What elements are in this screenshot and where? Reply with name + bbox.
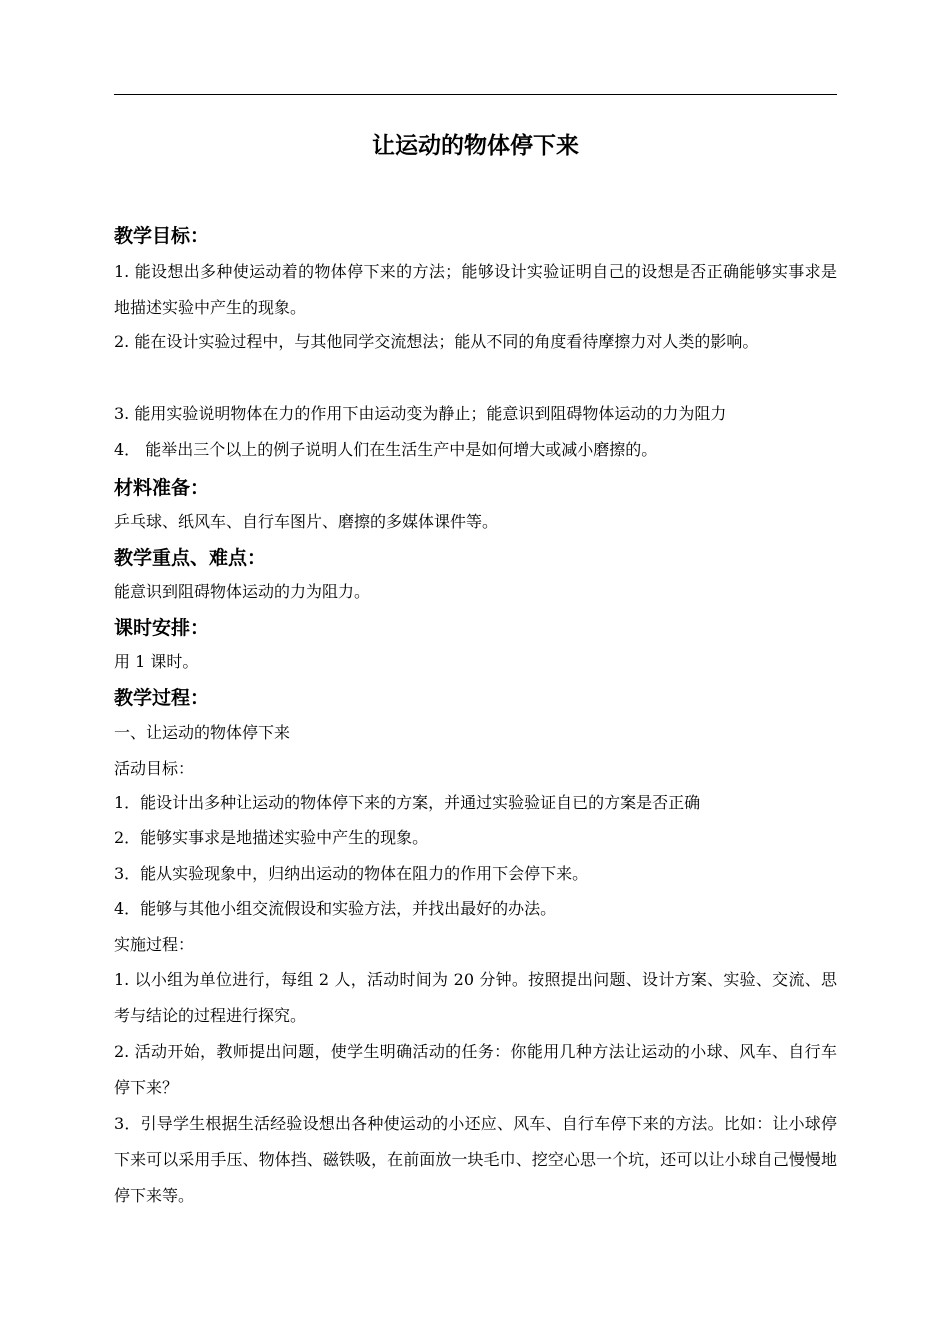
process-heading: 教学过程： [114, 687, 210, 709]
goal-item-2: 2. 能在设计实验过程中，与其他同学交流想法；能从不同的角度看待摩擦力对人类的影响。 [114, 332, 759, 351]
goal-item-3: 3. 能用实验说明物体在力的作用下由运动变为静止；能意识到阻碍物体运动的力为阻力 [114, 404, 727, 423]
implementation-step-1: 1. 以小组为单位进行，每组 2 人，活动时间为 20 分钟。按照提出问题、设计方案、实验、交流、思考与结论的过程进行探究。 [114, 970, 837, 1025]
activity-goal-2: 2．能够实事求是地描述实验中产生的现象。 [114, 828, 429, 847]
activity-goals-label: 活动目标： [114, 759, 195, 778]
process-part-title: 一、让运动的物体停下来 [114, 723, 291, 742]
activity-goal-3: 3．能从实验现象中，归纳出运动的物体在阻力的作用下会停下来。 [114, 864, 589, 883]
goal-item-4: 4． 能举出三个以上的例子说明人们在生活生产中是如何增大或减小磨擦的。 [114, 440, 658, 459]
schedule-heading: 课时安排： [114, 617, 210, 639]
key-points-heading: 教学重点、难点： [114, 547, 267, 569]
implementation-label: 实施过程： [114, 935, 195, 954]
materials-heading: 材料准备： [114, 477, 210, 499]
key-points-text: 能意识到阻碍物体运动的力为阻力。 [114, 582, 371, 601]
implementation-step-3: 3．引导学生根据生活经验设想出各种使运动的小还应、风车、自行车停下来的方法。比如：让小球停下来可以采用手压、物体挡、磁铁吸，在前面放一块毛巾、挖空心思一个坑，还可以让小球自己慢慢地停下来等。 [114, 1114, 837, 1205]
page-title: 让运动的物体停下来 [372, 133, 579, 159]
header-rule [114, 94, 837, 95]
goal-item-1: 1. 能设想出多种使运动着的物体停下来的方法；能够设计实验证明自己的设想是否正确能够实事求是地描述实验中产生的现象。 [114, 262, 837, 317]
activity-goal-1: 1．能设计出多种让运动的物体停下来的方案，并通过实验验证自已的方案是否正确 [114, 793, 701, 812]
materials-text: 乒乓球、纸风车、自行车图片、磨擦的多媒体课件等。 [114, 512, 499, 531]
goals-heading: 教学目标： [114, 225, 210, 247]
activity-goal-4: 4．能够与其他小组交流假设和实验方法，并找出最好的办法。 [114, 899, 557, 918]
implementation-step-2: 2. 活动开始，教师提出问题，使学生明确活动的任务：你能用几种方法让运动的小球、风车、自行车停下来？ [114, 1042, 837, 1097]
schedule-text: 用 1 课时。 [114, 652, 199, 671]
